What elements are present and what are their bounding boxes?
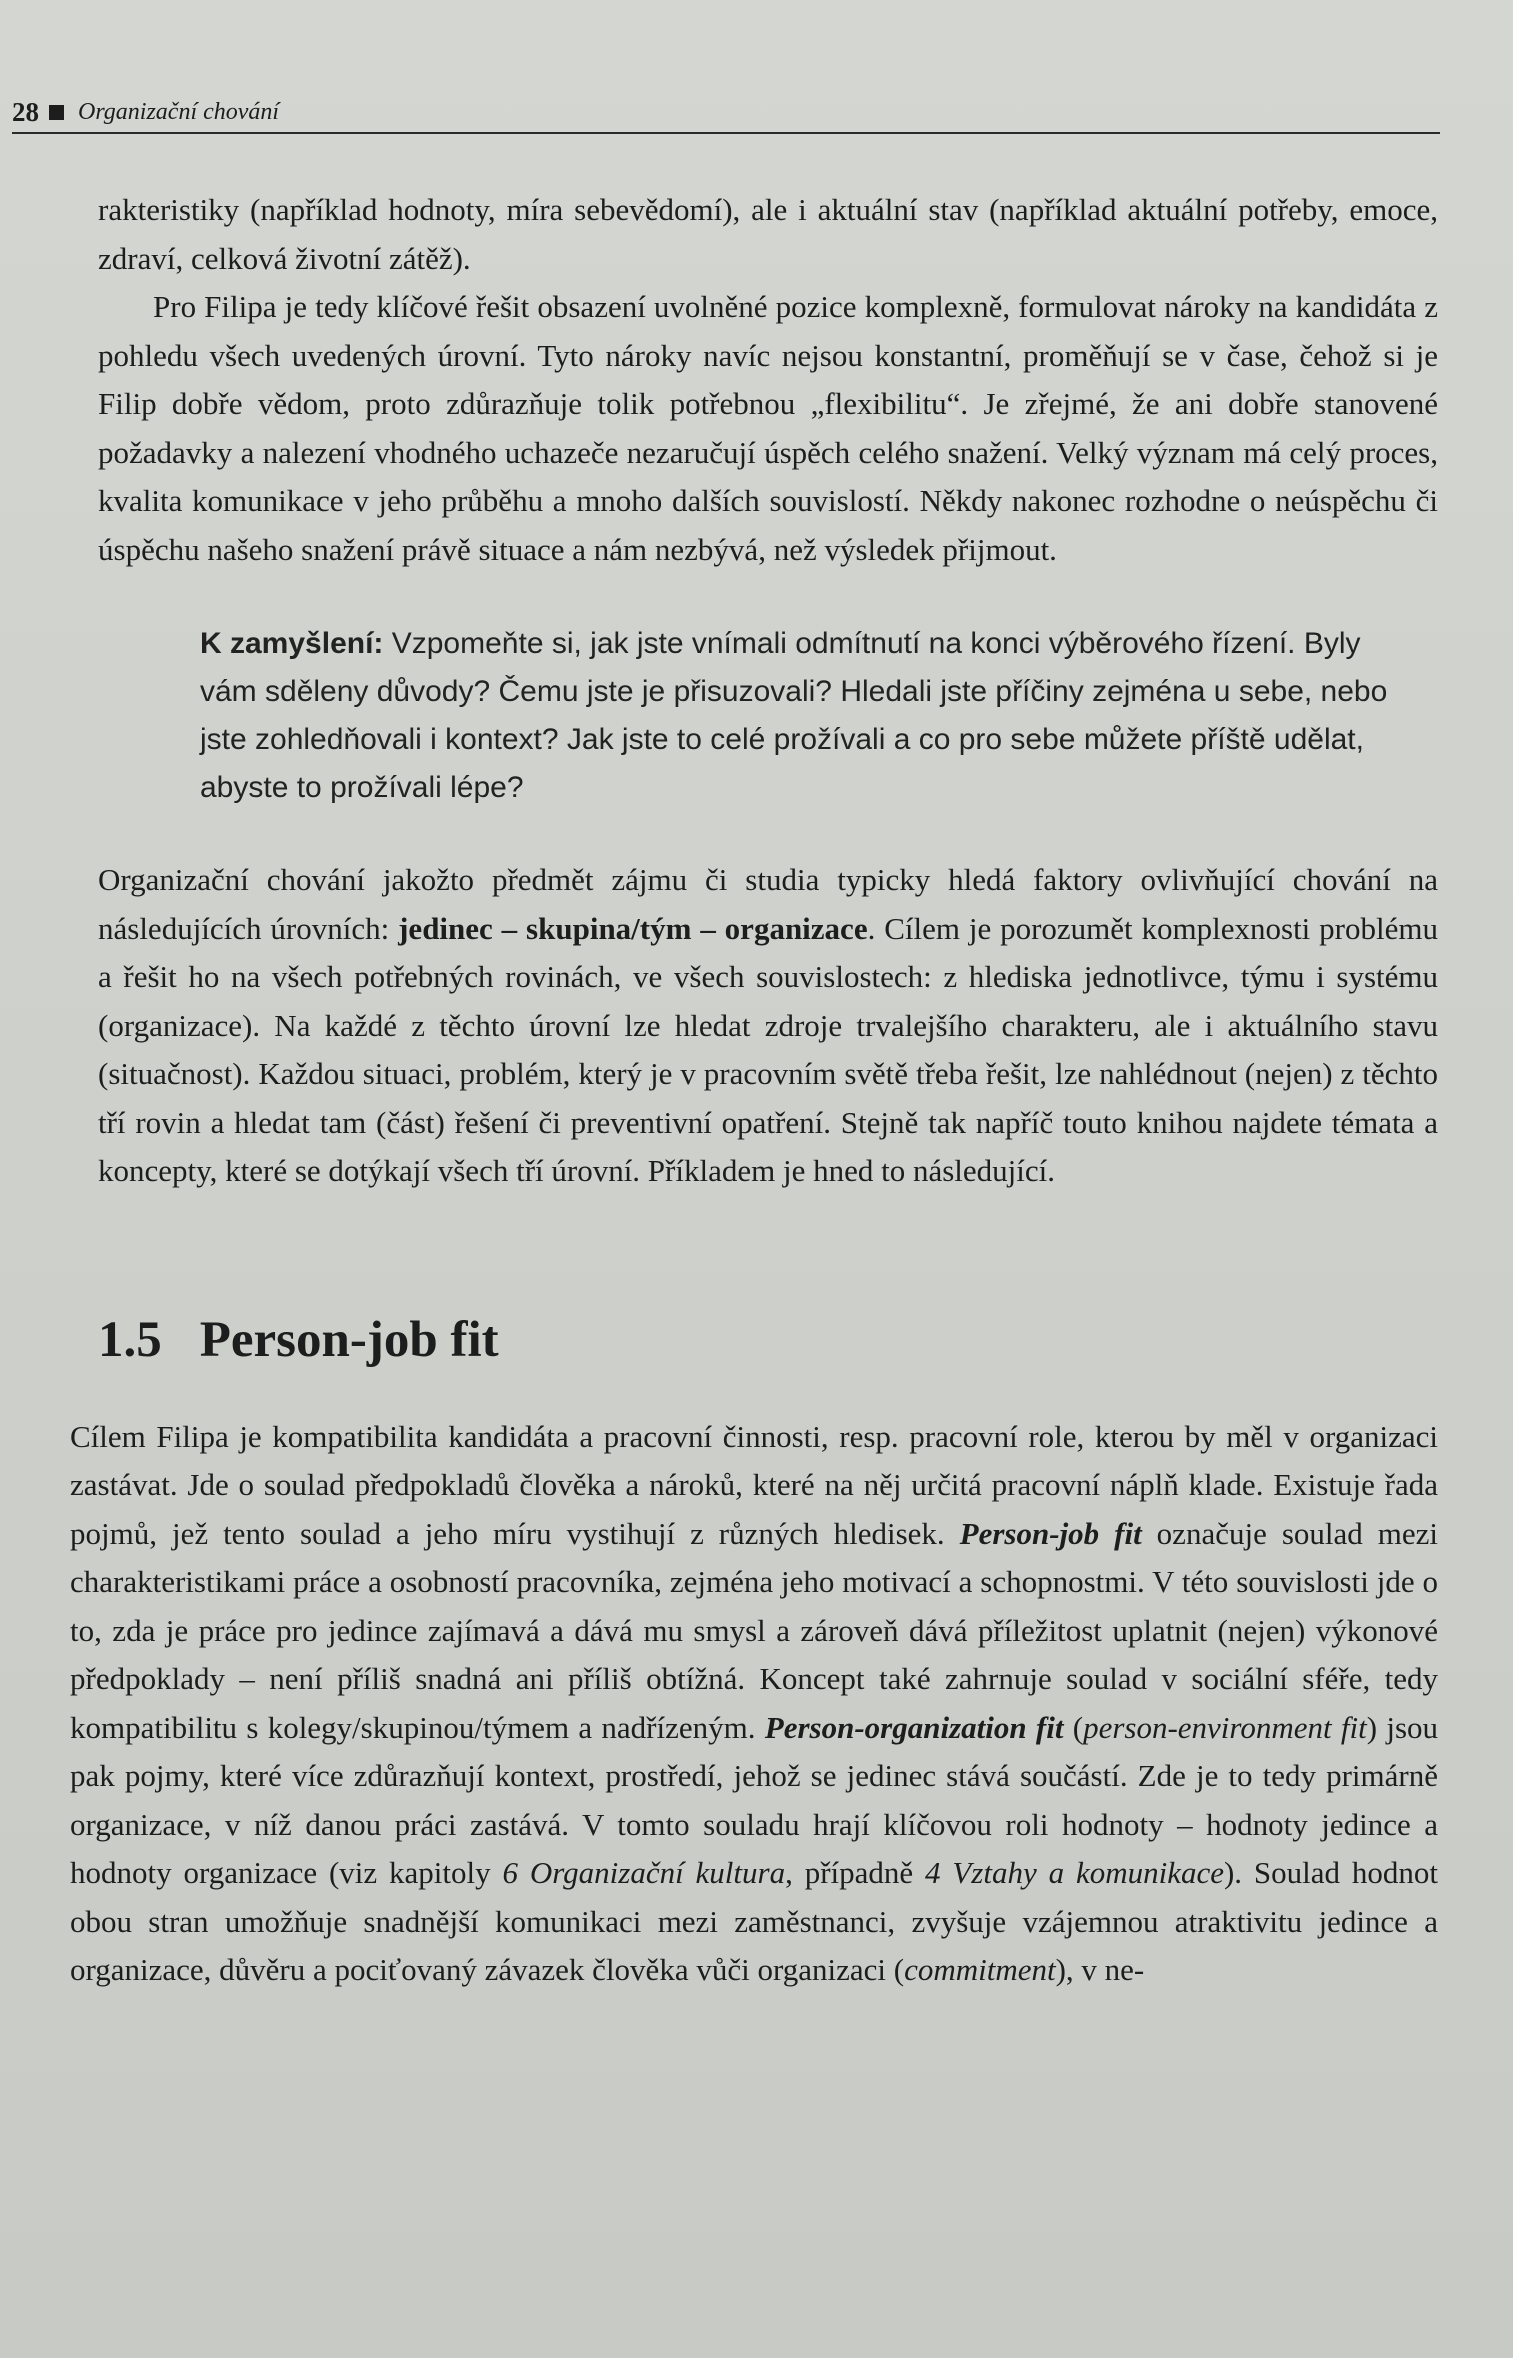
emphasis-term: 6 Organizační kultura [502, 1855, 786, 1890]
page-number: 28 [12, 96, 39, 127]
paragraph [70, 1413, 1438, 1995]
paragraph [98, 856, 1438, 1196]
text-run: , případně [785, 1855, 926, 1890]
page-header [12, 92, 1440, 134]
section-title: Person-job fit [199, 1311, 499, 1368]
reflection-text: Vzpomeňte si, jak jste vnímali odmítnutí na konci výběrového řízení. Byly vám sděleny důvody? Čemu jste je přisuzovali? Hledali jste příčiny zejména u sebe, nebo jste zohledňovali i kontext? Jak jste to celé prožívali a co pro sebe můžete příště udělat, abyste to prožívali lépe? [200, 627, 1388, 804]
reflection-box [200, 620, 1400, 812]
text-run: označuje soulad mezi charakteristikami práce a osobností pracovníka, zejména jeho motivací a schopnostmi. V této souvislosti jde o to, zda je práce pro jedince zajímavá a dává mu smysl a zároveň dává příležitost uplatnit (nejen) výkonové předpoklady – není příliš snadná ani příliš obtížná. Koncept také zahrnuje soulad v sociální sféře, tedy kompatibilitu s kolegy/skupinou/týmem a nadřízeným. [70, 1515, 1438, 1745]
text-run: ( [1063, 1709, 1084, 1745]
text-run: Organizační chování jakožto předmět zájmu či studia typicky hledá faktory ovlivňující chování na následujících úrovních: [98, 862, 1438, 946]
text-run: Pro Filipa je tedy klíčové řešit obsazení uvolněné pozice komplexně, formulovat nároky na kandidáta z pohledu všech uvedených úrovní. Tyto nároky navíc nejsou konstantní, proměňují se v čase, čehož si je Filip dobře vědom, proto zdůrazňuje tolik potřebnou „flexibilitu“. Je zřejmé, že ani dobře stanovené požadavky a nalezení vhodného uchazeče nezaručují úspěch celého snažení. Velký význam má celý proces, kvalita komunikace v jeho průběhu a mnoho dalších souvislostí. Někdy nakonec rozhodne o neúspěchu či úspěchu našeho snažení právě situace a nám nezbývá, než výsledek přijmout. [98, 289, 1438, 567]
emphasis-term: 4 Vztahy a komunikace [925, 1855, 1224, 1890]
text-run: ) jsou pak pojmy, které více zdůrazňují kontext, prostředí, jehož se jedinec stává součástí. Zde je to tedy primárně organizace, v níž danou práci zastává. V tomto souladu hrají klíčovou roli hodnoty – hodnoty jedince a hodnoty organizace (viz kapitoly [70, 1709, 1439, 1890]
emphasis-term: commitment [904, 1952, 1056, 1987]
text-run: ), v ne- [1055, 1952, 1145, 1987]
paragraph [98, 186, 1438, 283]
paragraphs-bottom [70, 1413, 1438, 1995]
paragraphs-middle [98, 856, 1438, 1196]
text-run: Cílem Filipa je kompatibilita kandidáta a pracovní činnosti, resp. pracovní role, kterou by měl v organizaci zastávat. Jde o soulad předpokladů člověka a nároků, které na něj určitá pracovní náplň klade. Existuje řada pojmů, jež tento soulad a jeho míru vystihují z různých hledisek. [70, 1418, 1438, 1551]
running-title: Organizační chování [78, 98, 280, 125]
text-run: ). Soulad hodnot obou stran umožňuje snadnější komunikaci mezi zaměstnanci, zvyšuje vzájemnou atraktivitu jedince a organizace, důvěru a pociťovaný závazek člověka vůči organizaci ( [70, 1855, 1438, 1987]
section-heading [98, 1311, 1438, 1369]
section-number: 1.5 [98, 1311, 162, 1368]
emphasis-term: jedinec – skupina/tým – organizace [398, 910, 868, 946]
emphasis-term: Person-organization fit [764, 1709, 1064, 1745]
text-run: rakteristiky (například hodnoty, míra sebevědomí), ale i aktuální stav (například aktuální potřeby, emoce, zdraví, celková životní zátěž). [98, 192, 1438, 276]
emphasis-term: Person-job fit [959, 1515, 1142, 1551]
text-run: . Cílem je porozumět komplexnosti problému a řešit ho na všech potřebných rovinách, ve všech souvislostech: z hlediska jednotlivce, týmu i systému (organizace). Na každé z těchto úrovní lze hledat zdroje trvalejšího charakteru, ale i aktuálního stavu (situačnost). Každou situaci, problém, který je v pracovním světě třeba řešit, lze nahlédnout (nejen) z těchto tří rovin a hledat tam (část) řešení či preventivní opatření. Stejně tak napříč touto knihou najdete témata a koncepty, které se dotýkají všech tří úrovní. Příkladem je hned to následující. [98, 910, 1438, 1188]
page-content [70, 186, 1439, 1995]
paragraphs-top [98, 186, 1438, 574]
paragraph [98, 283, 1438, 574]
reflection-lead: K zamyšlení: [200, 627, 384, 660]
header-square-icon [49, 105, 64, 120]
emphasis-term: person-environment fit [1083, 1709, 1367, 1745]
